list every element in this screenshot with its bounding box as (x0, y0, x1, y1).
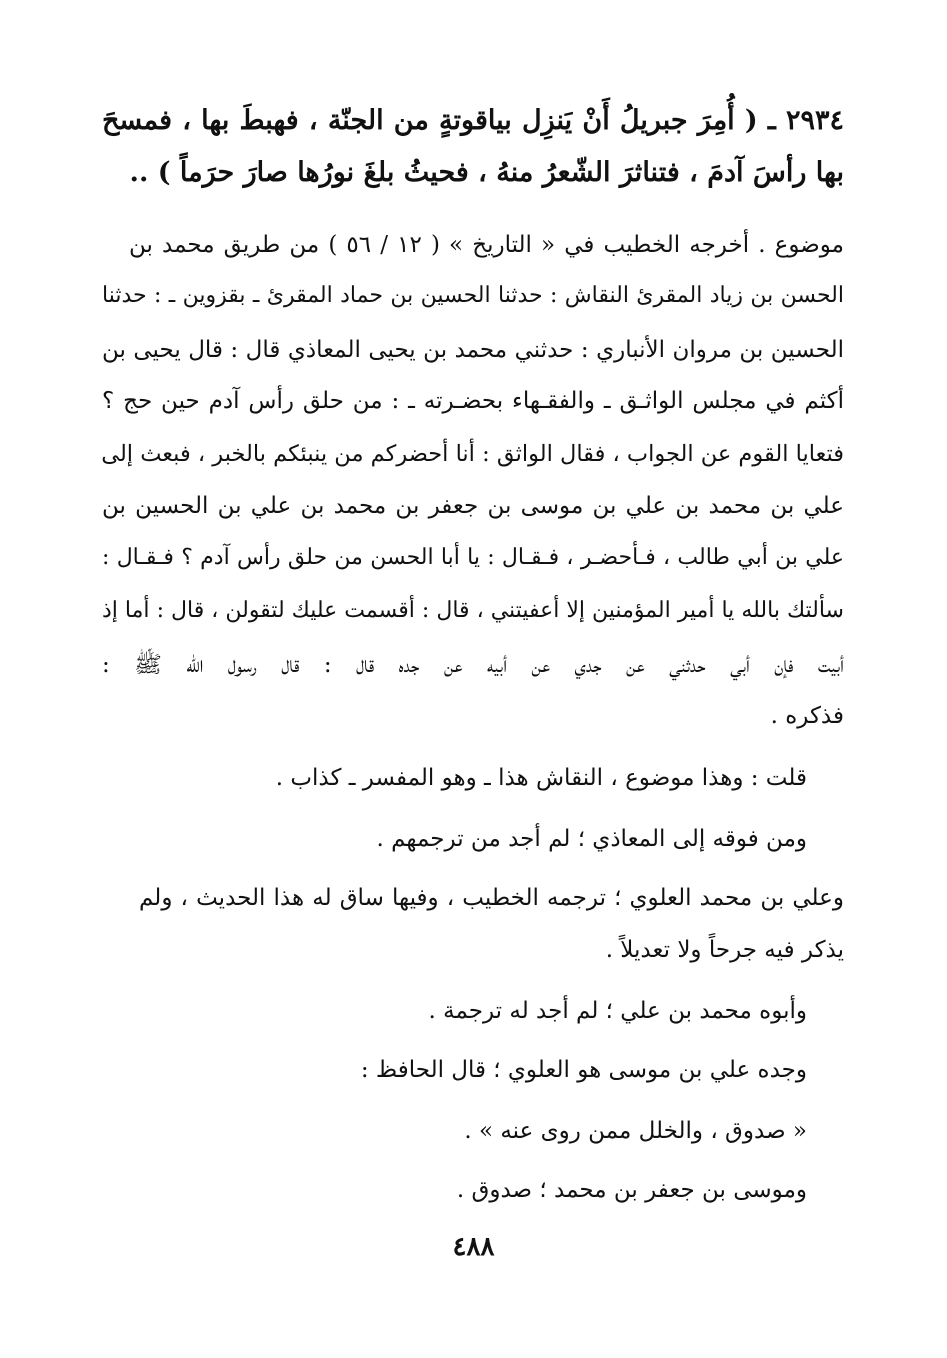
commentary-line-5: فتعايا القوم عن الجواب ، فقال الواثق : أنا أحضركم من ينبئكم بالخبر ، فبعث إلى (101, 441, 844, 467)
note-father: وأبوه محمد بن علي ؛ لم أجد له ترجمة . (428, 998, 807, 1024)
note-hafiz-quote: « صدوق ، والخلل ممن روى عنه » . (464, 1118, 807, 1144)
note-fabricated: قلت : وهذا موضوع ، النقاش هذا ـ وهو المفسر ـ كذاب . (275, 765, 807, 791)
commentary-line-2: الحسن بن زياد المقرئ النقاش : حدثنا الحسين بن حماد المقرئ ـ بقزوين ـ : حدثنا (102, 283, 844, 308)
commentary-line-8: سألتك بالله يا أمير المؤمنين إلا أعفيتني ، قال : أقسمت عليك لتقولن ، قال : أما إذ (102, 598, 844, 623)
commentary-line-3: الحسين بن مروان الأنباري : حدثني محمد بن يحيى المعاذي قال : قال يحيى بن (102, 337, 844, 363)
commentary-line-9: أبيت فإن أبي حدثني عن جدي عن أبيه عن جده قال : قال رسول الله ﷺ : (102, 652, 844, 678)
note-narrators-above: ومن فوقه إلى المعاذي ؛ لم أجد من ترجمهم . (376, 826, 807, 852)
note-grandfather: وجده علي بن موسى هو العلوي ؛ قال الحافظ : (360, 1057, 807, 1083)
note-musa: وموسى بن جعفر بن محمد ؛ صدوق . (456, 1177, 807, 1203)
hadith-text-line-1: ٢٩٣٤ ـ ( أُمِرَ جبريلُ أَنْ يَنزِل بياقوتةٍ من الجنّة ، فهبطَ بها ، فمسحَ (102, 105, 844, 136)
page-number: ٤٨٨ (452, 1232, 495, 1262)
commentary-line-7: علي بن أبي طالب ، فـأحضـر ، فـقـال : يا أبا الحسن من حلق رأس آدم ؟ فـقـال : (102, 545, 844, 570)
commentary-line-1: موضوع . أخرجه الخطيب في « التاريخ » ( ١٢ / ٥٦ ) من طريق محمد بن (129, 232, 844, 258)
commentary-line-6: علي بن محمد بن علي بن موسى بن جعفر بن محمد بن علي بن الحسين بن (102, 493, 844, 519)
hadith-text-line-2: بها رأسَ آدمَ ، فتناثرَ الشّعرُ منهُ ، فحيثُ بلغَ نورُها صارَ حرَماً ) .. (129, 157, 844, 188)
note-ali-alawi-line-1: وعلي بن محمد العلوي ؛ ترجمه الخطيب ، وفيها ساق له هذا الحديث ، ولم (139, 885, 844, 911)
commentary-line-4: أكثم في مجلس الواثـق ـ والفقـهاء بحضـرته ـ : من حلق رأس آدم حين حج ؟ (102, 388, 844, 414)
note-ali-alawi-line-2: يذكر فيه جرحاً ولا تعديلاً . (605, 937, 844, 963)
commentary-line-10: فذكره . (770, 703, 844, 729)
